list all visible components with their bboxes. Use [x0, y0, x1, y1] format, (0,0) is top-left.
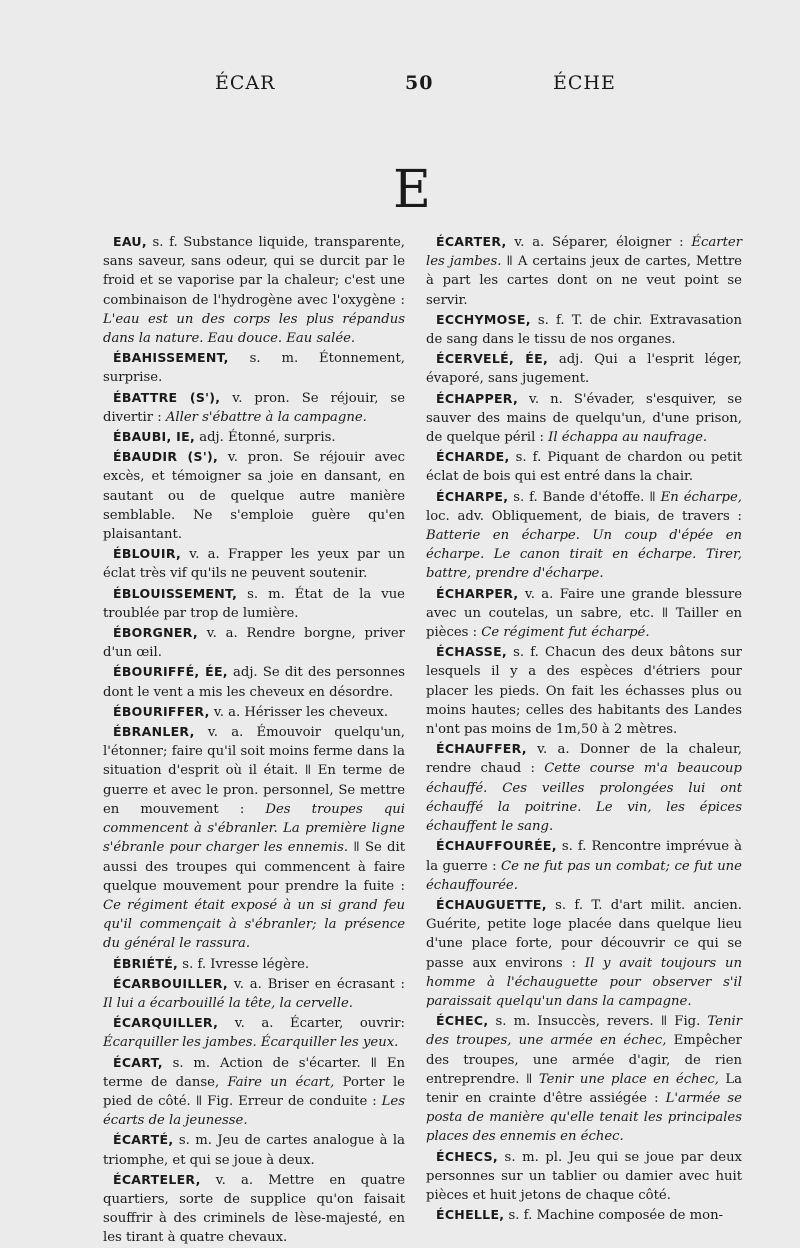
dictionary-entry	[103, 544, 405, 583]
entry-headword: ÉCHAUFFER,	[436, 741, 527, 757]
entry-headword: ÉCHAUFFOURÉE,	[436, 838, 557, 854]
entry-definition: v. a. Hérisser les cheveux.	[209, 704, 389, 720]
entry-definition: s. m. pl. Jeu qui se joue par deux personnes sur un tablier ou damier avec huit pièces et huit jetons de chaque côté.	[426, 1149, 742, 1203]
dictionary-entry	[103, 1013, 405, 1052]
entry-example: L'eau est un des corps les plus répandus dans la nature. Eau douce. Eau salée.	[103, 311, 405, 347]
entry-headword: ÉBOURIFFER,	[113, 703, 210, 719]
section-letter: E	[393, 160, 431, 220]
entry-definition: v. a. Donner de la chaleur, rendre chaud :	[426, 742, 742, 777]
dictionary-entry	[426, 232, 742, 310]
entry-headword: ÉCHEC,	[436, 1013, 489, 1029]
entry-headword: ÉBAUBI, IE,	[113, 429, 196, 445]
header-left-guideword: ÉCAR	[215, 72, 276, 94]
running-header	[0, 72, 800, 102]
entry-definition-cont: ǁ Se dit aussi des troupes qui commencent à faire quelque mouvement pour prendre la fuite :	[103, 840, 405, 894]
entry-headword: ÉCHARDE,	[436, 449, 510, 465]
dictionary-entry	[426, 310, 742, 349]
entry-headword: ÉBORGNER,	[113, 625, 198, 641]
entry-example: Faire un écart,	[227, 1074, 335, 1090]
entry-definition: s. f. Ivresse légère.	[178, 956, 310, 972]
entry-definition-cont: Porter le pied de côté. ǁ Fig. Erreur de conduite :	[103, 1074, 405, 1109]
entry-definition: s. m. Insuccès, revers. ǁ Fig.	[488, 1014, 708, 1030]
dictionary-entry	[426, 584, 742, 643]
dictionary-entry	[426, 389, 742, 448]
entry-definition-cont: La tenir en crainte d'être assiégée :	[426, 1071, 743, 1106]
entry-definition-cont: ǁ A certains jeux de cartes, Mettre à part les cartes dont on ne veut point se servir.	[426, 254, 742, 308]
dictionary-entry	[426, 447, 742, 486]
dictionary-entry	[103, 388, 405, 427]
entry-headword: ECCHYMOSE,	[436, 311, 531, 327]
entry-definition: v. a. Faire une grande blessure avec un coutelas, un sabre, etc. ǁ Tailler en pièces :	[426, 586, 742, 641]
entry-definition: s. m. Action de s'écarter. ǁ En terme de danse,	[103, 1055, 405, 1090]
entry-headword: ÉCHAUGUETTE,	[436, 896, 547, 912]
left-column	[103, 232, 405, 1248]
entry-headword: ÉBOURIFFÉ, ÉE,	[113, 664, 228, 680]
dictionary-entry	[103, 662, 405, 701]
dictionary-entry	[103, 1170, 405, 1248]
entry-example: Des troupes qui commencent à s'ébranler. La première ligne s'ébranle pour charger les ennemis.	[103, 801, 405, 856]
dictionary-entry	[103, 722, 405, 953]
dictionary-entry	[103, 447, 405, 544]
entry-example: Écarter les jambes.	[426, 235, 742, 270]
dictionary-entry	[426, 487, 742, 584]
dictionary-entry	[103, 1053, 405, 1131]
entry-definition-cont: Empêcher des troupes, une armée d'agir, de rien entreprendre. ǁ	[426, 1033, 742, 1087]
dictionary-entry	[103, 974, 405, 1013]
entry-definition: s. f. Machine composée de mon-	[504, 1208, 724, 1224]
entry-definition: v. a. Mettre en quatre quartiers, sorte de supplice qu'on faisait souffrir à des criminels de lèse-majesté, en les tirant à quatre chevaux.	[103, 1172, 405, 1246]
entry-headword: ÉCARBOUILLER,	[113, 975, 228, 991]
entry-definition: s. f. T. de chir. Extravasation de sang dans le tissu de nos organes.	[426, 312, 742, 348]
header-right-guideword: ÉCHE	[553, 72, 616, 94]
dictionary-entry	[426, 1147, 742, 1206]
entry-definition: v. a. Rendre borgne, priver d'un œil.	[103, 626, 405, 661]
dictionary-entry	[426, 1205, 742, 1225]
entry-definition: s. f. Chacun des deux bâtons sur lesquels il y a des espèces d'étriers pour placer les pieds. On fait les échasses plus ou moins hautes; celles des habitants des Landes n'ont pas moins de 1m,50 à 2 mètres.	[426, 645, 742, 738]
entry-headword: ÉCHARPE,	[436, 488, 509, 504]
entry-definition: adj. Qui a l'esprit léger, évaporé, sans jugement.	[426, 352, 742, 387]
entry-example: Aller s'ébattre à la campagne.	[165, 409, 367, 425]
entry-definition: s. f. Bande d'étoffe. ǁ	[508, 489, 661, 505]
dictionary-entry	[103, 702, 405, 722]
entry-definition: s. m. État de la vue troublée par trop de lumière.	[103, 586, 405, 621]
entry-headword: ÉCERVELÉ, ÉE,	[436, 351, 549, 367]
dictionary-entry	[426, 895, 742, 1011]
entry-example: L'armée se posta de manière qu'elle tenait les principales places des ennemis en échec.	[426, 1090, 742, 1145]
dictionary-entry	[426, 642, 742, 739]
entry-example: Ce ne fut pas un combat; ce fut une échauffourée.	[426, 858, 742, 893]
entry-example: Tenir une place en échec,	[538, 1071, 719, 1087]
dictionary-entry	[426, 739, 742, 836]
entry-headword: EAU,	[113, 234, 147, 249]
entry-headword: ÉCARTÉ,	[113, 1132, 174, 1148]
dictionary-entry	[103, 232, 405, 348]
entry-headword: ÉBLOUISSEMENT,	[113, 585, 238, 601]
entry-example: Il lui a écarbouillé la tête, la cervelle.	[103, 995, 353, 1011]
dictionary-entry	[426, 1011, 742, 1146]
entry-definition: s. f. T. d'art milit. ancien. Guérite, petite loge placée dans quelque lieu d'une place forte, pour découvrir ce qui se passe aux environs :	[426, 897, 742, 971]
entry-example: Ce régiment était exposé à un si grand feu qu'il commençait à s'ébranler; la présence du général le rassura.	[103, 897, 405, 952]
entry-headword: ÉCHASSE,	[436, 644, 507, 660]
dictionary-entry	[103, 427, 405, 447]
entry-example: Ce régiment fut écharpé.	[481, 625, 650, 641]
entry-definition: s. f. Rencontre imprévue à la guerre :	[426, 839, 742, 874]
entry-headword: ÉCARTER,	[436, 234, 507, 249]
entry-example: Écarquiller les jambes. Écarquiller les yeux.	[103, 1035, 399, 1051]
entry-headword: ÉBAUDIR (S'),	[113, 449, 219, 465]
entry-definition: s. f. Substance liquide, transparente, sans saveur, sans odeur, qui se durcit par le froid et se vaporise par la chaleur; c'est une combinaison de l'hydrogène avec l'oxygène :	[103, 235, 405, 308]
entry-example: Batterie en écharpe. Un coup d'épée en écharpe. Le canon tirait en écharpe. Tirer, battre, prendre d'écharpe.	[426, 528, 742, 582]
entry-example: Il y avait toujours un homme à l'échauguette pour observer s'il paraissait quelqu'un dans la campagne.	[426, 955, 742, 1009]
entry-example: Il échappa au naufrage.	[548, 430, 708, 446]
entry-example: En écharpe,	[660, 489, 742, 505]
entry-definition: s. m. Jeu de cartes analogue à la triomphe, et qui se joue à deux.	[103, 1133, 405, 1168]
dictionary-entry	[103, 348, 405, 387]
entry-example: Tenir des troupes, une armée en échec,	[426, 1014, 742, 1049]
entry-headword: ÉBAHISSEMENT,	[113, 350, 229, 366]
entry-definition: s. f. Piquant de chardon ou petit éclat de bois qui est entré dans la chair.	[426, 450, 742, 485]
entry-headword: ÉCHELLE,	[436, 1207, 505, 1223]
entry-definition: adj. Se dit des personnes dont le vent a mis les cheveux en désordre.	[103, 665, 405, 700]
entry-headword: ÉBRANLER,	[113, 724, 195, 740]
entry-definition-cont: loc. adv. Obliquement, de biais, de travers :	[426, 508, 742, 524]
entry-headword: ÉBRIÉTÉ,	[113, 955, 179, 971]
entry-definition: v. a. Séparer, éloigner :	[506, 235, 692, 250]
entry-definition: s. m. Étonnement, surprise.	[103, 351, 405, 386]
entry-example: Cette course m'a beaucoup échauffé. Ces veilles prolongées lui ont échauffé la poitrine. Le vin, les épices échauffent le sang.	[426, 761, 742, 835]
dictionary-entry	[103, 1130, 405, 1169]
entry-definition: v. a. Frapper les yeux par un éclat très vif qu'ils ne peuvent soutenir.	[103, 547, 405, 582]
dictionary-entry	[426, 349, 742, 388]
entry-definition: adj. Étonné, surpris.	[195, 430, 336, 446]
entry-definition: v. a. Émouvoir quelqu'un, l'étonner; faire qu'il soit moins ferme dans la situation d'esprit où il était. ǁ En terme de guerre et avec le pron. personnel, Se mettre en mouvement :	[103, 725, 405, 817]
entry-definition: v. a. Écarter, ouvrir:	[218, 1016, 405, 1032]
entry-definition: v. a. Briser en écrasant :	[227, 976, 405, 992]
entry-headword: ÉBLOUIR,	[113, 546, 182, 562]
entry-headword: ÉCART,	[113, 1054, 163, 1070]
entry-headword: ÉCHARPER,	[436, 585, 519, 601]
entry-definition: v. n. S'évader, s'esquiver, se sauver des mains de quelqu'un, d'une prison, de quelque péril :	[426, 391, 742, 446]
entry-example: Les écarts de la jeunesse.	[103, 1093, 405, 1129]
dictionary-entry	[103, 954, 405, 974]
dictionary-entry	[103, 623, 405, 662]
dictionary-entry	[103, 584, 405, 623]
entry-headword: ÉCARQUILLER,	[113, 1015, 219, 1031]
page-number: 50	[405, 72, 434, 94]
entry-headword: ÉBATTRE (S'),	[113, 389, 221, 405]
entry-definition: v. pron. Se réjouir avec excès, et témoigner sa joie en dansant, en sautant ou de quelque autre manière semblable. Ne s'emploie guère qu'en plaisantant.	[103, 450, 405, 543]
right-column	[426, 232, 742, 1225]
entry-headword: ÉCHECS,	[436, 1148, 498, 1164]
dictionary-entry	[426, 836, 742, 895]
entry-headword: ÉCARTELER,	[113, 1171, 201, 1187]
entry-definition: v. pron. Se réjouir, se divertir :	[103, 390, 405, 425]
entry-headword: ÉCHAPPER,	[436, 390, 519, 406]
